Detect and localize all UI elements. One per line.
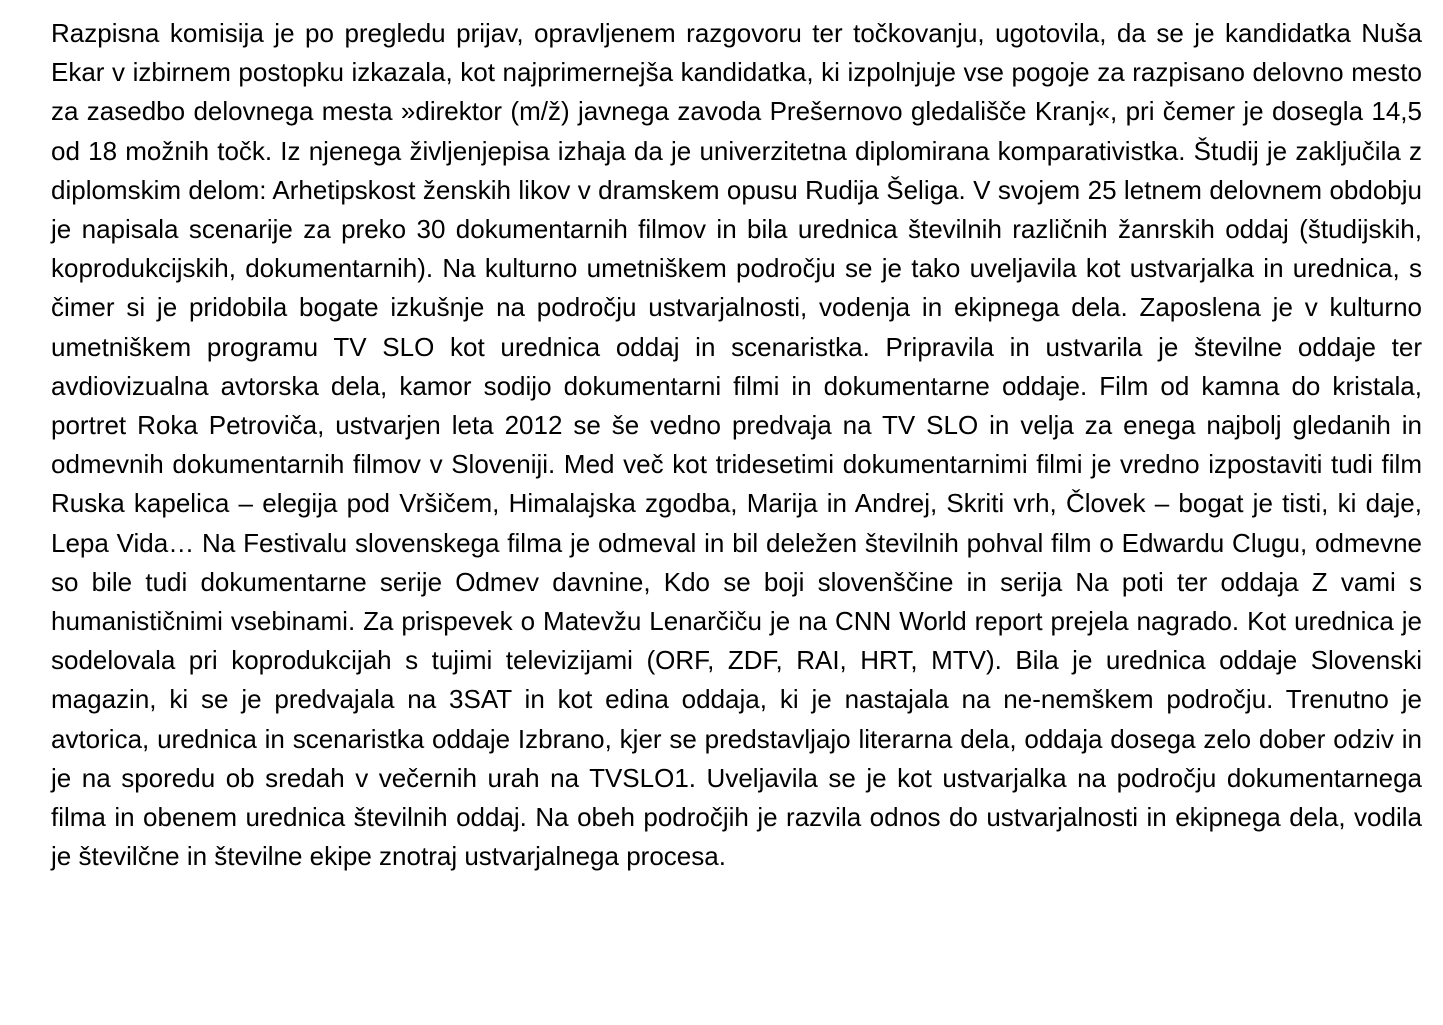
body-paragraph: Razpisna komisija je po pregledu prijav, opravljenem razgovoru ter točkovanju, ugotovila, da se je kandidatka Nuša Ekar v izbirnem postopku izkazala, kot najprimernejša kandidatka, ki izpolnjuje vse pogoje za razpisano delovno mesto za zasedbo delovnega mesta »direktor (m/ž) javnega zavoda Prešernovo gledališče Kranj«, pri čemer je dosegla 14,5 od 18 možnih točk. Iz njenega življenjepisa izhaja da je univerzitetna diplomirana komparativistka. Študij je zaključila z diplomskim delom: Arhetipskost ženskih likov v dramskem opusu Rudija Šeliga. V svojem 25 letnem delovnem obdobju je napisala scenarije za preko 30 dokumentarnih filmov in bila urednica številnih različnih žanrskih oddaj (študijskih, koprodukcijskih, dokumentarnih). Na kulturno umetniškem področju se je tako uveljavila kot ustvarjalka in urednica, s čimer si je pridobila bogate izkušnje na področju ustvarjalnosti, vodenja in ekipnega dela. Zaposlena je v kulturno umetniškem programu TV SLO kot urednica oddaj in scenaristka. Pripravila in ustvarila je številne oddaje ter avdiovizualna avtorska dela, kamor sodijo dokumentarni filmi in dokumentarne oddaje. Film od kamna do kristala, portret Roka Petroviča, ustvarjen leta 2012 se še vedno predvaja na TV SLO in velja za enega najbolj gledanih in odmevnih dokumentarnih filmov v Sloveniji. Med več kot tridesetimi dokumentarnimi filmi je vredno izpostaviti tudi film Ruska kapelica – elegija pod Vršičem, Himalajska zgodba, Marija in Andrej, Skriti vrh, Človek – bogat je tisti, ki daje, Lepa Vida… Na Festivalu slovenskega filma je odmeval in bil deležen številnih pohval film o Edwardu Clugu, odmevne so bile tudi dokumentarne serije Odmev davnine, Kdo se boji slovenščine in serija Na poti ter oddaja Z vami s humanističnimi vsebinami. Za prispevek o Matevžu Lenarčiču je na CNN World report prejela nagrado. Kot urednica je sodelovala pri koprodukcijah s tujimi televizijami (ORF, ZDF, RAI, HRT, MTV). Bila je urednica oddaje Slovenski magazin, ki se je predvajala na 3SAT in kot edina oddaja, ki je nastajala na ne-nemškem področju. Trenutno je avtorica, urednica in scenaristka oddaje Izbrano, kjer se predstavljajo literarna dela, oddaja dosega zelo dober odziv in je na sporedu ob sredah v večernih urah na TVSLO1. Uveljavila se je kot ustvarjalka na področju dokumentarnega filma in obenem urednica številnih oddaj. Na obeh področjih je razvila odnos do ustvarjalnosti in ekipnega dela, vodila je številčne in številne ekipe znotraj ustvarjalnega procesa. — [51, 18, 1422, 872]
document-page — [51, 14, 1422, 876]
